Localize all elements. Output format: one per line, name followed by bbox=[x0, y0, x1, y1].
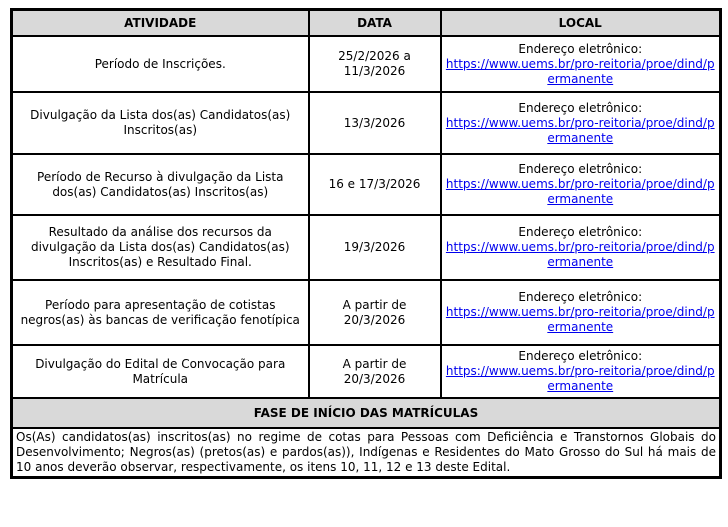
local-cell bbox=[441, 345, 721, 398]
local-link[interactable]: https://www.uems.br/pro-reitoria/proe/dind/permanente bbox=[445, 364, 715, 393]
local-link[interactable]: https://www.uems.br/pro-reitoria/proe/dind/permanente bbox=[445, 305, 715, 334]
activity-cell: Divulgação da Lista dos(as) Candidatos(as) Inscritos(as) bbox=[12, 92, 309, 154]
column-header-atividade: ATIVIDADE bbox=[12, 10, 309, 37]
column-header-local: LOCAL bbox=[441, 10, 721, 37]
local-cell bbox=[441, 215, 721, 280]
table-row bbox=[12, 215, 721, 280]
footer-note: Os(As) candidatos(as) inscritos(as) no regime de cotas para Pessoas com Deficiência e Transtornos Globais do Desenvolvimento; Negros(as) (pretos(as) e pardos(as)), Indígenas e Residentes do Mato Grosso do Sul há mais de 10 anos deverão observar, respectivamente, os itens 10, 11, 12 e 13 deste Edital. bbox=[12, 428, 721, 478]
local-label: Endereço eletrônico: bbox=[518, 349, 643, 363]
date-cell: 13/3/2026 bbox=[309, 92, 441, 154]
table-row bbox=[12, 154, 721, 215]
local-link[interactable]: https://www.uems.br/pro-reitoria/proe/dind/permanente bbox=[445, 115, 715, 145]
date-cell: A partir de 20/3/2026 bbox=[309, 345, 441, 398]
footer-note-row bbox=[12, 428, 721, 478]
activity-cell: Período de Recurso à divulgação da Lista dos(as) Candidatos(as) Inscritos(as) bbox=[12, 154, 309, 215]
column-header-data: DATA bbox=[309, 10, 441, 37]
activity-cell: Divulgação do Edital de Convocação para Matrícula bbox=[12, 345, 309, 398]
table-row bbox=[12, 280, 721, 345]
local-link[interactable]: https://www.uems.br/pro-reitoria/proe/dind/permanente bbox=[445, 177, 715, 206]
local-cell bbox=[441, 154, 721, 215]
local-cell bbox=[441, 92, 721, 154]
activity-cell: Período de Inscrições. bbox=[12, 36, 309, 92]
activity-cell: Resultado da análise dos recursos da divulgação da Lista dos(as) Candidatos(as) Inscritos(as) e Resultado Final. bbox=[12, 215, 309, 280]
local-link[interactable]: https://www.uems.br/pro-reitoria/proe/dind/permanente bbox=[445, 56, 715, 86]
local-link[interactable]: https://www.uems.br/pro-reitoria/proe/dind/permanente bbox=[445, 240, 715, 269]
date-cell: 19/3/2026 bbox=[309, 215, 441, 280]
date-cell: 25/2/2026 a 11/3/2026 bbox=[309, 36, 441, 92]
header-row bbox=[12, 10, 721, 37]
local-label: Endereço eletrônico: bbox=[518, 225, 643, 239]
table-row bbox=[12, 92, 721, 154]
table-row bbox=[12, 36, 721, 92]
activity-cell: Período para apresentação de cotistas negros(as) às bancas de verificação fenotípica bbox=[12, 280, 309, 345]
section-header: FASE DE INÍCIO DAS MATRÍCULAS bbox=[12, 398, 721, 428]
table-row bbox=[12, 345, 721, 398]
schedule-table bbox=[10, 8, 722, 479]
date-cell: A partir de 20/3/2026 bbox=[309, 280, 441, 345]
local-label: Endereço eletrônico: bbox=[518, 290, 643, 304]
section-header-row bbox=[12, 398, 721, 428]
local-label: Endereço eletrônico: bbox=[518, 41, 643, 56]
date-cell: 16 e 17/3/2026 bbox=[309, 154, 441, 215]
local-cell bbox=[441, 280, 721, 345]
local-label: Endereço eletrônico: bbox=[518, 100, 643, 115]
local-cell bbox=[441, 36, 721, 92]
local-label: Endereço eletrônico: bbox=[518, 162, 643, 176]
